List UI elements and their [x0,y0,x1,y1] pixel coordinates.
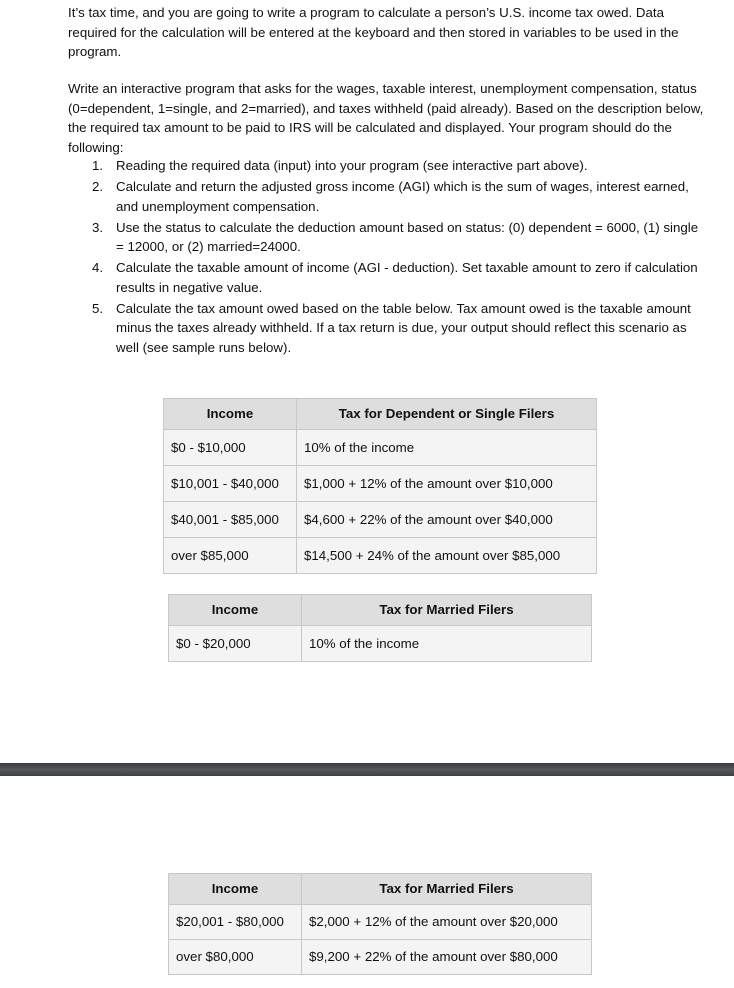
table-header-row [169,874,592,905]
step-number: 2. [92,179,104,194]
step-text: Use the status to calculate the deduction amount based on status: (0) dependent = 6000, (1) single = 12000, or (2) married=24000. [116,219,699,254]
table-row [169,626,592,662]
table-row [164,430,597,466]
list-item [92,156,702,176]
tax-cell: $2,000 + 12% of the amount over $20,000 [302,905,592,940]
income-cell: over $85,000 [164,538,297,574]
column-header: Income [169,595,302,626]
tax-cell: $1,000 + 12% of the amount over $10,000 [297,466,597,502]
married-filers-tax-table-bottom [168,873,592,975]
tax-cell: 10% of the income [302,626,592,662]
tax-cell: 10% of the income [297,430,597,466]
step-text: Calculate the taxable amount of income (AGI - deduction). Set taxable amount to zero if calculation results in negative value. [116,260,698,295]
step-text: Calculate the tax amount owed based on the table below. Tax amount owed is the taxable amount minus the taxes already withheld. If a tax return is due, your output should reflect this scenario as well (see sample runs below). [116,300,691,355]
table-row [164,502,597,538]
table-row [169,940,592,975]
list-item [92,218,702,257]
step-text: Reading the required data (input) into your program (see interactive part above). [116,158,588,173]
income-cell: over $80,000 [169,940,302,975]
tax-cell: $14,500 + 24% of the amount over $85,000 [297,538,597,574]
page-break-divider [0,763,734,776]
table-row [164,538,597,574]
column-header: Income [169,874,302,905]
step-text: Calculate and return the adjusted gross income (AGI) which is the sum of wages, interest earned, and unemployment compensation. [116,179,689,214]
table-header-row [164,399,597,430]
list-item [92,177,702,216]
step-number: 1. [92,158,104,173]
column-header: Tax for Married Filers [302,874,592,905]
table-header-row [169,595,592,626]
list-item [92,258,702,297]
column-header: Tax for Dependent or Single Filers [297,399,597,430]
step-number: 5. [92,300,104,316]
income-cell: $0 - $10,000 [164,430,297,466]
income-cell: $40,001 - $85,000 [164,502,297,538]
column-header: Income [164,399,297,430]
tax-cell: $4,600 + 22% of the amount over $40,000 [297,502,597,538]
married-filers-tax-table-top [168,594,592,662]
income-cell: $10,001 - $40,000 [164,466,297,502]
income-cell: $20,001 - $80,000 [169,905,302,940]
single-filers-tax-table [163,398,597,574]
income-cell: $0 - $20,000 [169,626,302,662]
column-header: Tax for Married Filers [302,595,592,626]
step-number: 4. [92,260,104,275]
table-row [164,466,597,502]
steps-list [92,156,702,359]
intro-paragraph: It’s tax time, and you are going to write a program to calculate a person’s U.S. income tax owed. Data required for the calculation will be entered at the keyboard and then stored in variables to be used in the program. [68,5,679,59]
tax-cell: $9,200 + 22% of the amount over $80,000 [302,940,592,975]
step-number: 3. [92,219,104,235]
list-item [92,299,702,358]
table-row [169,905,592,940]
instructions-paragraph: Write an interactive program that asks for the wages, taxable interest, unemployment compensation, status (0=dependent, 1=single, and 2=married), and taxes withheld (paid already). Based on the description below, the required tax amount to be paid to IRS will be calculated and displayed. Your program should do the following: [68,81,704,155]
